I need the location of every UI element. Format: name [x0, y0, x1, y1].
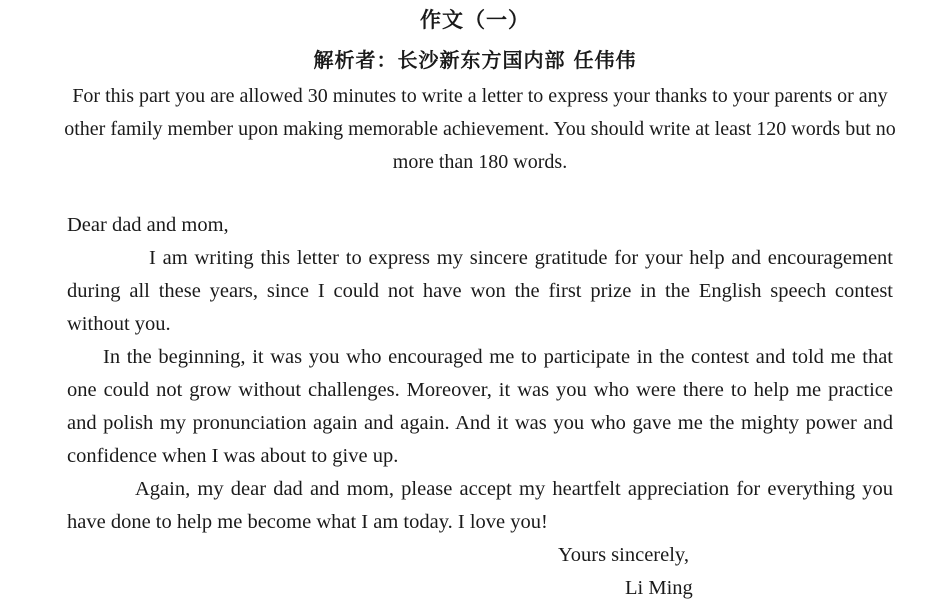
letter-body: [67, 209, 893, 605]
letter-paragraph-2: In the beginning, it was you who encouraged me to participate in the contest and told me that one could not grow without challenges. Moreover, it was you who were there to help me practice and polish my pronunciation again and again. And it was you who gave me the mighty power and confidence when I was about to give up.: [67, 346, 893, 467]
document-subtitle: 解析者：长沙新东方国内部 任伟伟: [313, 48, 637, 72]
task-instructions: For this part you are allowed 30 minutes to write a letter to express your thanks to your parents or any other family member upon making memorable achievement. You should write at least 120 words but no more than 180 words.: [64, 85, 896, 173]
letter-closing: Yours sincerely,: [558, 544, 689, 566]
letter-signature: Li Ming: [625, 577, 693, 599]
letter-paragraph-3: Again, my dear dad and mom, please accept my heartfelt appreciation for everything you have done to help me become what I am today. I love you!: [67, 478, 893, 533]
letter-salutation: Dear dad and mom,: [67, 214, 229, 236]
document-title: 作文（一）: [420, 8, 530, 32]
letter-paragraph-1: I am writing this letter to express my sincere gratitude for your help and encouragement during all these years, since I could not have won the first prize in the English speech contest without you.: [67, 247, 893, 335]
